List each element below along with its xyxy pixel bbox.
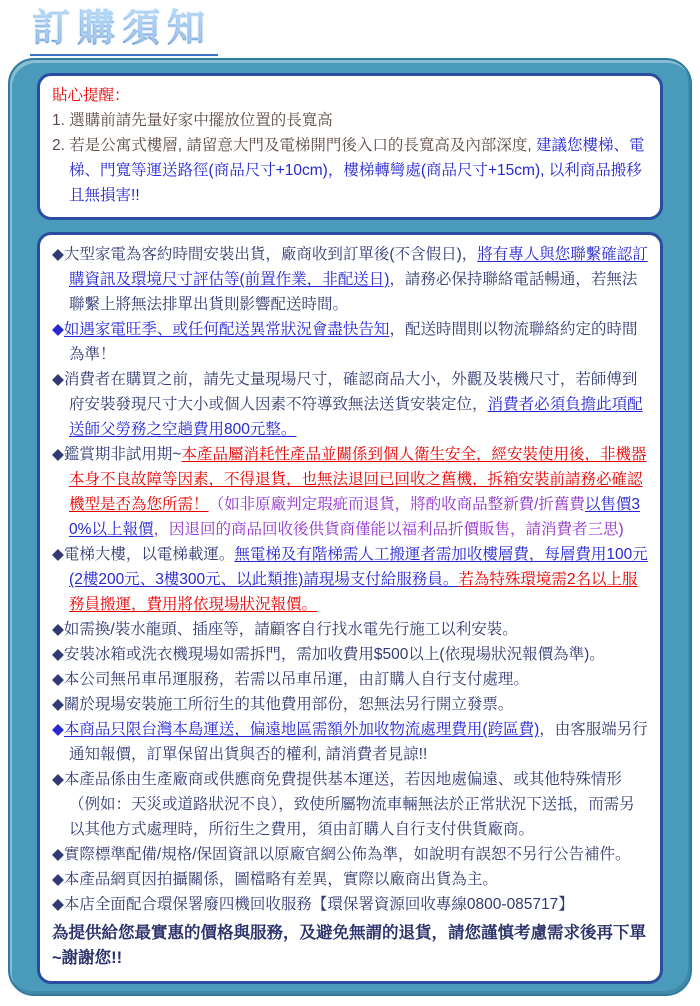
text-segment: ，請務必保持聯絡電話暢通，若無法聯繫上將無法排單出貨則影響配送時間。 (69, 270, 638, 313)
text-segment: ◆鑑賞期非試用期~ (52, 445, 182, 463)
notice-bullet (52, 642, 648, 667)
text-segment: ，因退回的商品回收後供貨商僅能以福利品折價販售，請消費者三思) (153, 520, 624, 538)
notice-bullet (52, 317, 648, 367)
reminder-item (52, 108, 648, 133)
text-segment: 本商品只限台灣本島運送，偏遠地區需額外加收物流處理費用(跨區費) (63, 720, 540, 738)
text-segment: 建議您樓梯、電梯、門寬等運送路徑(商品尺寸+10cm)，樓梯轉彎處(商品尺寸+15cm), 以利商品搬移且無損害!! (69, 136, 645, 204)
reminder-item (52, 133, 648, 208)
text-segment: 將有專人與您聯繫確認訂購資訊及環境尺寸評估等(前置作業，非配送日) (69, 245, 648, 288)
text-segment: ◆本產品係由生產廠商或供應商免費提供基本運送，若因地處偏遠、或其他特殊情形（例如：天災或道路狀況不良），致使所屬物流車輛無法於正常狀況下送抵，而需另以其他方式處理時，所衍生之費用，須由訂購人自行支付供貨廠商。 (52, 770, 635, 838)
text-segment: ◆ (52, 320, 64, 338)
text-segment: ◆關於現場安裝施工所衍生的其他費用部份，恕無法另行開立發票。 (52, 695, 514, 713)
notice-bullet (52, 367, 648, 442)
text-segment: ◆本公司無吊車吊運服務，若需以吊車吊運，由訂購人自行支付處理。 (52, 670, 529, 688)
reminder-list (52, 108, 648, 208)
footer-note: 為提供給您最實惠的價格與服務，及避免無謂的退貨，請您謹慎考慮需求後再下單~謝謝您!! (52, 923, 646, 967)
notice-bullet (52, 692, 648, 717)
text-segment: ◆ (52, 720, 64, 738)
text-segment: ◆本店全面配合環保署廢四機回收服務【環保署資源回收專線0800-085717】 (52, 895, 574, 913)
reminder-box (37, 73, 663, 220)
text-segment: ◆大型家電為客約時間安裝出貨，廠商收到訂單後(不含假日)， (52, 245, 478, 263)
text-segment: 如遇家電旺季、或任何配送異常狀況會盡快告知 (63, 320, 390, 338)
text-segment: ◆實際標準配備/規格/保固資訊以原廠官網公佈為準，如說明有誤恕不另行公告補件。 (52, 845, 631, 863)
text-segment: 無電梯及有階梯需人工搬運者需加收樓層費，每層費用100元(2樓200元、3樓300元、以此類推)請現場支付給服務員。 (69, 545, 648, 588)
notice-bullet (52, 867, 648, 892)
text-segment: 2. 若是公寓式樓層, 請留意大門及電梯開門後入口的長寬高及內部深度, (52, 136, 536, 154)
text-segment: 若為特殊環境需2名以上服務員搬運，費用將依現場狀況報價。 (69, 570, 638, 613)
notice-bullet (52, 717, 648, 767)
notice-bullet (52, 667, 648, 692)
text-segment: ，配送時間則以物流聯絡約定的時間為準！ (69, 320, 638, 363)
page-title: 訂購須知 (30, 8, 218, 56)
notice-bullet (52, 767, 648, 842)
reminder-heading: 貼心提醒： (52, 86, 130, 104)
text-segment: 1. 選購前請先量好家中擺放位置的長寬高 (52, 111, 333, 129)
page-title-wrap (30, 8, 700, 56)
text-segment: （如非原廠判定瑕疵而退貨，將酌收商品整新費/折舊費 (208, 495, 585, 513)
text-segment: ◆本產品網頁因拍攝關係，圖檔略有差異，實際以廠商出貨為主。 (52, 870, 498, 888)
text-segment: 以售價30%以上報價 (69, 495, 640, 538)
notice-box (37, 232, 663, 984)
text-segment: ◆安裝冰箱或洗衣機現場如需拆門，需加收費用$500以上(依現場狀況報價為準)。 (52, 645, 605, 663)
text-segment: 本產品屬消耗性產品並關係到個人衛生安全，經安裝使用後，非機器本身不良故障等因素，不得退貨，也無法退回已回收之舊機，拆箱安裝前請務必確認機型是否為您所需！ (69, 445, 647, 513)
notice-bullet (52, 617, 648, 642)
text-segment: ，由客服端另行通知報價，訂單保留出貨與否的權利, 請消費者見諒!! (69, 720, 648, 763)
notice-bullet (52, 892, 648, 917)
notice-bullet (52, 542, 648, 617)
text-segment: ◆如需換/裝水龍頭、插座等，請顧客自行找水電先行施工以利安裝。 (52, 620, 518, 638)
bullet-list (52, 242, 648, 917)
notice-bullet (52, 442, 648, 542)
notice-panel (8, 58, 692, 996)
order-notice-page (0, 8, 700, 996)
notice-bullet (52, 242, 648, 317)
text-segment: ◆電梯大樓，以電梯載運。 (52, 545, 235, 563)
text-segment: 消費者必須負擔此項配送師父勞務之空趟費用800元整。 (69, 395, 643, 438)
text-segment: ◆消費者在購買之前，請先丈量現場尺寸，確認商品大小，外觀及裝機尺寸，若師傅到府安裝發現尺寸大小或個人因素不符導致無法送貨安裝定位， (52, 370, 638, 413)
